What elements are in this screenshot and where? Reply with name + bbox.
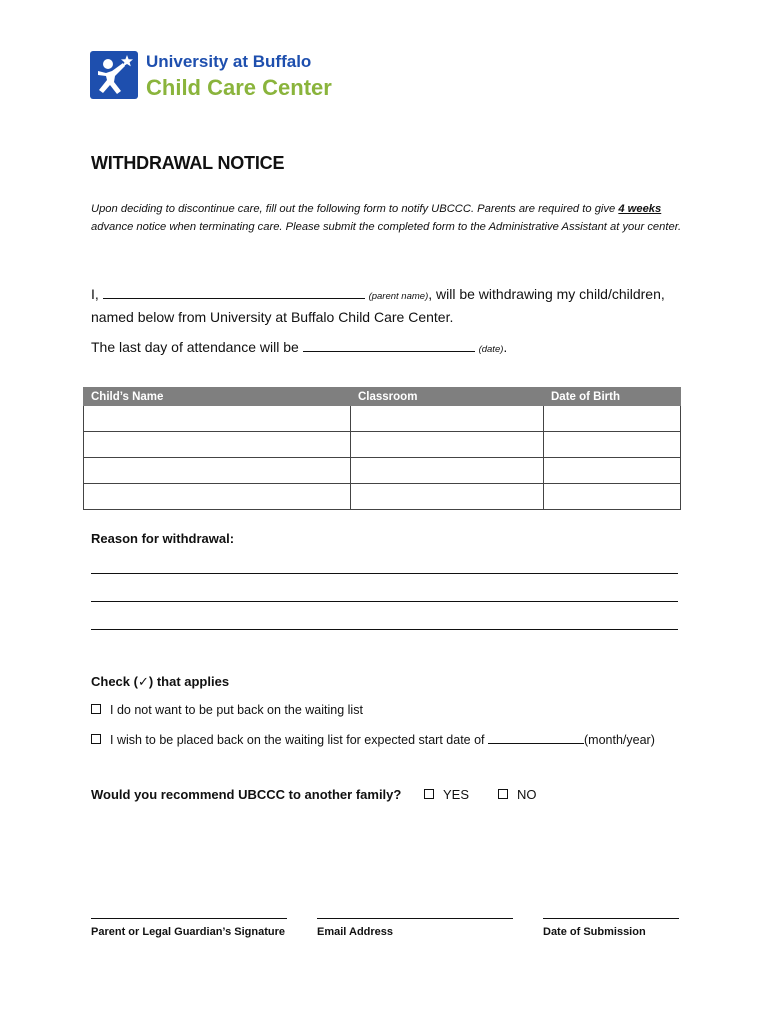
statement-middle: , will be withdrawing my child/children, xyxy=(428,286,665,302)
classroom-cell[interactable] xyxy=(351,432,544,458)
date-of-birth-cell[interactable] xyxy=(544,432,681,458)
recommend-question: Would you recommend UBCCC to another family? xyxy=(91,787,402,802)
header-date-of-birth: Date of Birth xyxy=(544,388,681,406)
check-heading-prefix: Check ( xyxy=(91,674,138,689)
last-day-date-field[interactable] xyxy=(303,339,475,352)
classroom-cell[interactable] xyxy=(351,458,544,484)
date-hint: (date) xyxy=(478,344,504,355)
date-of-birth-cell[interactable] xyxy=(544,458,681,484)
child-name-cell[interactable] xyxy=(84,406,351,432)
option-waitlist-label: I wish to be placed back on the waiting list for expected start date of xyxy=(110,733,488,747)
reason-line-2[interactable] xyxy=(91,601,678,602)
option-no-waitlist xyxy=(91,703,363,717)
period: . xyxy=(503,339,508,355)
last-day-prefix: The last day of attendance will be xyxy=(91,339,303,355)
month-year-hint: (month/year) xyxy=(584,733,655,747)
reason-line-3[interactable] xyxy=(91,629,678,630)
header-classroom: Classroom xyxy=(351,388,544,406)
intro-text-end: advance notice when terminating care. Please submit the completed form to the Administrative Assistant at your center. xyxy=(91,221,682,233)
email-address-line[interactable] xyxy=(317,918,513,919)
statement-prefix: I, xyxy=(91,286,103,302)
children-table xyxy=(83,387,681,510)
logo-university-name: University at Buffalo xyxy=(146,52,312,71)
waitlist-checkbox[interactable] xyxy=(91,734,101,744)
option-waitlist xyxy=(91,731,655,747)
check-heading-suffix: ) that applies xyxy=(148,674,230,689)
table-row xyxy=(84,484,681,510)
parent-name-hint: (parent name) xyxy=(368,291,429,302)
header-childs-name: Child’s Name xyxy=(84,388,351,406)
expected-start-date-field[interactable] xyxy=(488,731,584,744)
statement-line-2: named below from University at Buffalo Child Care Center. xyxy=(91,309,454,325)
table-header-row xyxy=(84,388,681,406)
email-address-label: Email Address xyxy=(317,926,394,938)
logo-center-name: Child Care Center xyxy=(146,75,332,100)
yes-label: YES xyxy=(443,787,470,802)
date-of-birth-cell[interactable] xyxy=(544,406,681,432)
reason-label: Reason for withdrawal: xyxy=(91,531,235,546)
checkmark-icon: ✓ xyxy=(137,674,149,689)
child-name-cell[interactable] xyxy=(84,432,351,458)
child-name-cell[interactable] xyxy=(84,484,351,510)
no-label: NO xyxy=(517,787,537,802)
yes-checkbox[interactable] xyxy=(424,789,434,799)
classroom-cell[interactable] xyxy=(351,484,544,510)
guardian-signature-label: Parent or Legal Guardian’s Signature xyxy=(91,926,285,938)
submission-date-label: Date of Submission xyxy=(543,926,646,938)
intro-text xyxy=(91,200,691,236)
notice-period: 4 weeks xyxy=(618,203,662,215)
recommend-no xyxy=(498,787,537,802)
page-title: WITHDRAWAL NOTICE xyxy=(91,153,285,173)
classroom-cell[interactable] xyxy=(351,406,544,432)
reason-line-1[interactable] xyxy=(91,573,678,574)
check-heading xyxy=(91,674,229,690)
child-star-icon xyxy=(90,51,138,99)
table-row xyxy=(84,406,681,432)
parent-name-field[interactable] xyxy=(103,286,365,299)
submission-date-line[interactable] xyxy=(543,918,679,919)
recommend-yes xyxy=(424,787,469,802)
guardian-signature-line[interactable] xyxy=(91,918,287,919)
statement-line-1 xyxy=(91,286,665,302)
table-row xyxy=(84,458,681,484)
no-waitlist-checkbox[interactable] xyxy=(91,704,101,714)
date-of-birth-cell[interactable] xyxy=(544,484,681,510)
no-checkbox[interactable] xyxy=(498,789,508,799)
last-day-line xyxy=(91,339,507,355)
child-name-cell[interactable] xyxy=(84,458,351,484)
option-no-waitlist-label: I do not want to be put back on the waiting list xyxy=(110,703,363,717)
intro-text-start: Upon deciding to discontinue care, fill out the following form to notify UBCCC. Parents are required to give xyxy=(91,203,619,215)
table-row xyxy=(84,432,681,458)
